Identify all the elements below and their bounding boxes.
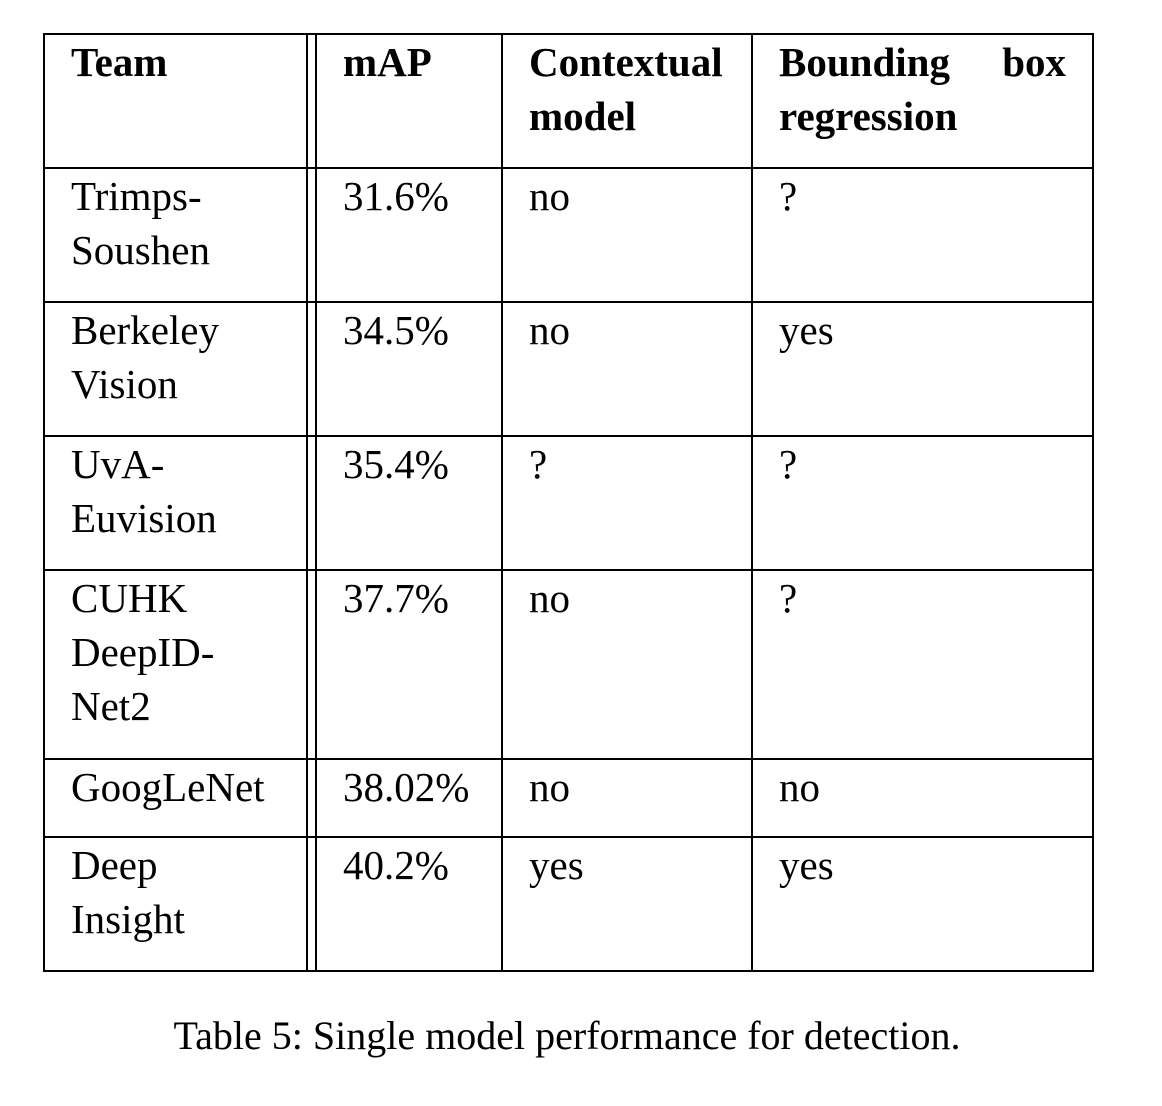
team-name-line: Berkeley xyxy=(71,307,219,353)
header-map xyxy=(316,34,502,168)
header-bbox-line2: regression xyxy=(779,93,958,139)
team-name-line: Trimps- xyxy=(71,173,202,219)
header-map-label: mAP xyxy=(343,39,432,85)
header-team xyxy=(44,34,307,168)
team-name-line: Net2 xyxy=(71,683,151,729)
column-separator xyxy=(307,436,316,570)
header-bbox xyxy=(752,34,1093,168)
header-contextual-line2: model xyxy=(529,93,637,139)
team-name-line: DeepID- xyxy=(71,629,215,675)
bbox-cell: ? xyxy=(752,570,1093,759)
map-cell: 38.02% xyxy=(316,759,502,837)
map-cell: 34.5% xyxy=(316,302,502,436)
team-cell xyxy=(44,302,307,436)
column-separator xyxy=(307,759,316,837)
contextual-cell: no xyxy=(502,759,752,837)
detection-table xyxy=(43,33,1094,972)
team-cell xyxy=(44,436,307,570)
column-separator xyxy=(307,570,316,759)
map-cell: 35.4% xyxy=(316,436,502,570)
table-row xyxy=(44,168,1093,302)
header-row xyxy=(44,34,1093,168)
contextual-cell: no xyxy=(502,570,752,759)
column-separator xyxy=(307,302,316,436)
contextual-cell: yes xyxy=(502,837,752,971)
contextual-cell: no xyxy=(502,168,752,302)
contextual-cell: ? xyxy=(502,436,752,570)
bbox-cell: yes xyxy=(752,837,1093,971)
table-row xyxy=(44,570,1093,759)
bbox-cell: no xyxy=(752,759,1093,837)
team-cell xyxy=(44,759,307,837)
team-name-line: CUHK xyxy=(71,575,188,621)
header-team-label: Team xyxy=(71,39,168,85)
column-separator xyxy=(307,168,316,302)
team-name-line: GoogLeNet xyxy=(71,764,265,810)
team-name-line: Vision xyxy=(71,361,178,407)
team-cell xyxy=(44,837,307,971)
bbox-cell: ? xyxy=(752,436,1093,570)
team-name-line: UvA- xyxy=(71,441,165,487)
column-separator xyxy=(307,34,316,168)
header-contextual xyxy=(502,34,752,168)
team-name-line: Insight xyxy=(71,896,185,942)
header-bbox-word2: box xyxy=(1002,39,1066,85)
team-cell xyxy=(44,168,307,302)
team-name-line: Soushen xyxy=(71,227,210,273)
header-bbox-word1: Bounding xyxy=(779,39,950,85)
table-row xyxy=(44,759,1093,837)
map-cell: 37.7% xyxy=(316,570,502,759)
team-cell xyxy=(44,570,307,759)
team-name-line: Deep xyxy=(71,842,158,888)
table-row xyxy=(44,837,1093,971)
map-cell: 31.6% xyxy=(316,168,502,302)
bbox-cell: yes xyxy=(752,302,1093,436)
map-cell: 40.2% xyxy=(316,837,502,971)
header-contextual-line1: Contextual xyxy=(529,39,723,85)
contextual-cell: no xyxy=(502,302,752,436)
table-row xyxy=(44,302,1093,436)
bbox-cell: ? xyxy=(752,168,1093,302)
table-caption: Table 5: Single model performance for detection. xyxy=(173,1013,961,1058)
table-row xyxy=(44,436,1093,570)
team-name-line: Euvision xyxy=(71,495,217,541)
column-separator xyxy=(307,837,316,971)
